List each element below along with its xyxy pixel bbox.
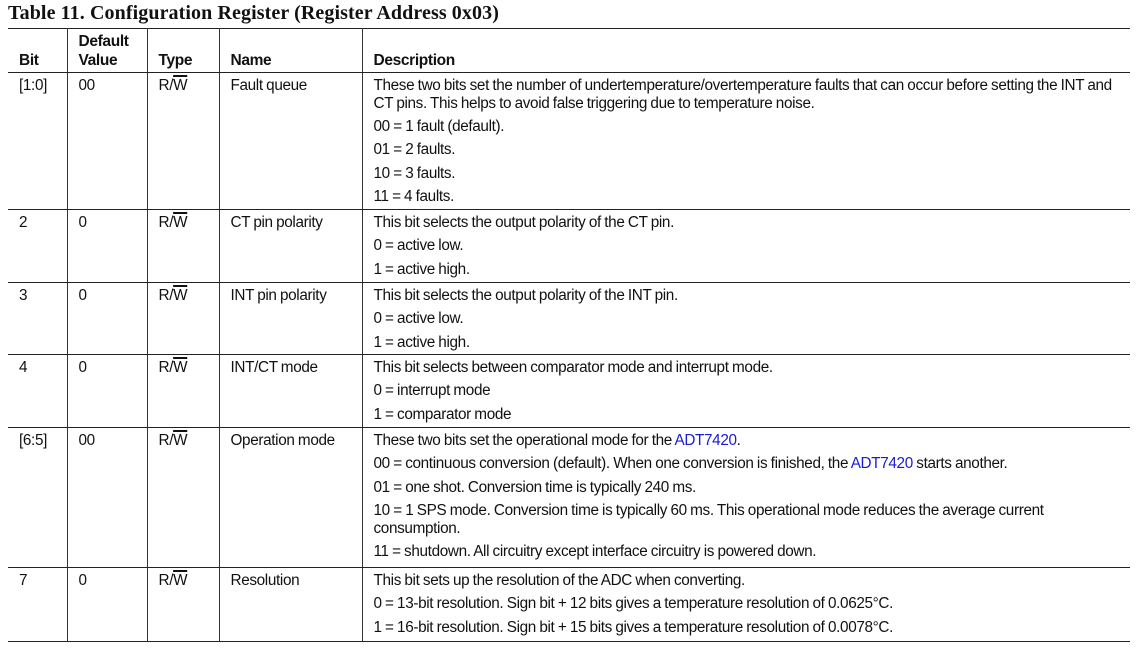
description-line: This bit selects the output polarity of the INT pin. bbox=[373, 287, 678, 304]
cell-default: 00 bbox=[67, 428, 147, 568]
description-line: 11 = shutdown. All circuitry except interface circuitry is powered down. bbox=[373, 543, 817, 561]
cell-default: 00 bbox=[67, 73, 147, 210]
description-line: 00 = 1 fault (default). bbox=[373, 118, 505, 135]
header-bit: Bit bbox=[8, 29, 67, 73]
description-line: 01 = 2 faults. bbox=[373, 141, 456, 159]
description-line: 01 = one shot. Conversion time is typically 240 ms. bbox=[373, 478, 696, 496]
description-line: 0 = active low. bbox=[373, 237, 464, 255]
type-write-overbar: $\overline{W}$ bbox=[173, 432, 188, 449]
description-line: 1 = active high. bbox=[373, 260, 470, 278]
header-default-value bbox=[67, 29, 147, 73]
cell-bit: 4 bbox=[8, 355, 67, 428]
type-read: R/ bbox=[158, 287, 174, 304]
cell-type bbox=[147, 283, 219, 355]
description-text: starts another. bbox=[912, 455, 1008, 473]
cell-bit: 3 bbox=[8, 283, 67, 355]
type-write-overbar: $\overline{W}$ bbox=[173, 572, 188, 589]
cell-default: 0 bbox=[67, 283, 147, 355]
cell-description bbox=[362, 73, 1130, 210]
description-line: 10 = 1 SPS mode. Conversion time is typically 60 ms. This operational mode reduces the average current consumption. bbox=[373, 501, 1044, 537]
cell-name: INT/CT mode bbox=[219, 355, 362, 428]
cell-description bbox=[362, 428, 1130, 568]
table-row bbox=[8, 283, 1130, 355]
table-row bbox=[8, 355, 1130, 428]
description-line: 0 = 13-bit resolution. Sign bit + 12 bits gives a temperature resolution of 0.0625°C. bbox=[373, 595, 894, 613]
cell-default: 0 bbox=[67, 355, 147, 428]
cell-name: CT pin polarity bbox=[219, 210, 362, 283]
description-line: 1 = comparator mode bbox=[373, 405, 512, 423]
description-text: . bbox=[736, 432, 741, 449]
description-line: This bit selects between comparator mode and interrupt mode. bbox=[373, 359, 773, 376]
cell-type bbox=[147, 568, 219, 642]
header-default-line1: Default bbox=[78, 33, 129, 50]
description-line bbox=[374, 455, 1125, 473]
table-row bbox=[8, 568, 1130, 642]
description-line: This bit selects the output polarity of the CT pin. bbox=[373, 214, 674, 231]
cell-type bbox=[147, 73, 219, 210]
configuration-register-table bbox=[8, 28, 1130, 642]
header-type: Type bbox=[147, 29, 219, 73]
type-read: R/ bbox=[158, 359, 174, 376]
table-row bbox=[8, 428, 1130, 568]
type-write-overbar: $\overline{W}$ bbox=[173, 287, 188, 304]
description-line bbox=[374, 432, 1125, 450]
cell-bit: [1:0] bbox=[8, 73, 67, 210]
description-line: 11 = 4 faults. bbox=[373, 187, 454, 205]
type-read: R/ bbox=[158, 77, 174, 94]
cell-description bbox=[362, 210, 1130, 283]
description-text: These two bits set the operational mode for the bbox=[373, 432, 675, 449]
adt7420-link[interactable]: ADT7420 bbox=[850, 455, 913, 473]
cell-type bbox=[147, 210, 219, 283]
header-default-line2: Value bbox=[78, 52, 118, 69]
cell-default: 0 bbox=[67, 210, 147, 283]
cell-description bbox=[362, 568, 1130, 642]
header-name: Name bbox=[219, 29, 362, 73]
cell-description bbox=[362, 283, 1130, 355]
cell-bit: 2 bbox=[8, 210, 67, 283]
table-row bbox=[8, 210, 1130, 283]
description-line: 1 = active high. bbox=[373, 333, 470, 351]
description-line: 1 = 16-bit resolution. Sign bit + 15 bits gives a temperature resolution of 0.0078°C. bbox=[373, 618, 894, 636]
cell-bit: [6:5] bbox=[8, 428, 67, 568]
description-line: This bit sets up the resolution of the ADC when converting. bbox=[373, 572, 745, 589]
type-write-overbar: $\overline{W}$ bbox=[173, 214, 188, 231]
header-description: Description bbox=[362, 29, 1130, 73]
cell-name: INT pin polarity bbox=[219, 283, 362, 355]
cell-name: Resolution bbox=[219, 568, 362, 642]
description-line: 0 = interrupt mode bbox=[373, 382, 491, 400]
table-caption: Table 11. Configuration Register (Register Address 0x03) bbox=[8, 2, 499, 24]
cell-bit: 7 bbox=[8, 568, 67, 642]
cell-type bbox=[147, 355, 219, 428]
type-write-overbar: $\overline{W}$ bbox=[173, 77, 188, 94]
cell-description bbox=[362, 355, 1130, 428]
table-row bbox=[8, 73, 1130, 210]
type-read: R/ bbox=[158, 432, 174, 449]
cell-name: Fault queue bbox=[219, 73, 362, 210]
table-header-row bbox=[8, 29, 1130, 73]
cell-default: 0 bbox=[67, 568, 147, 642]
adt7420-link[interactable]: ADT7420 bbox=[674, 432, 737, 449]
description-line: 10 = 3 faults. bbox=[373, 164, 456, 182]
cell-name: Operation mode bbox=[219, 428, 362, 568]
description-line: These two bits set the number of undertemperature/overtemperature faults that can occur before setting the INT and CT pins. This helps to avoid false triggering due to temperature noise. bbox=[373, 77, 1112, 112]
type-read: R/ bbox=[158, 214, 174, 231]
description-text: 00 = continuous conversion (default). When one conversion is finished, the bbox=[373, 455, 851, 473]
description-line: 0 = active low. bbox=[373, 310, 464, 328]
cell-type bbox=[147, 428, 219, 568]
type-read: R/ bbox=[158, 572, 174, 589]
type-write-overbar: $\overline{W}$ bbox=[173, 359, 188, 376]
